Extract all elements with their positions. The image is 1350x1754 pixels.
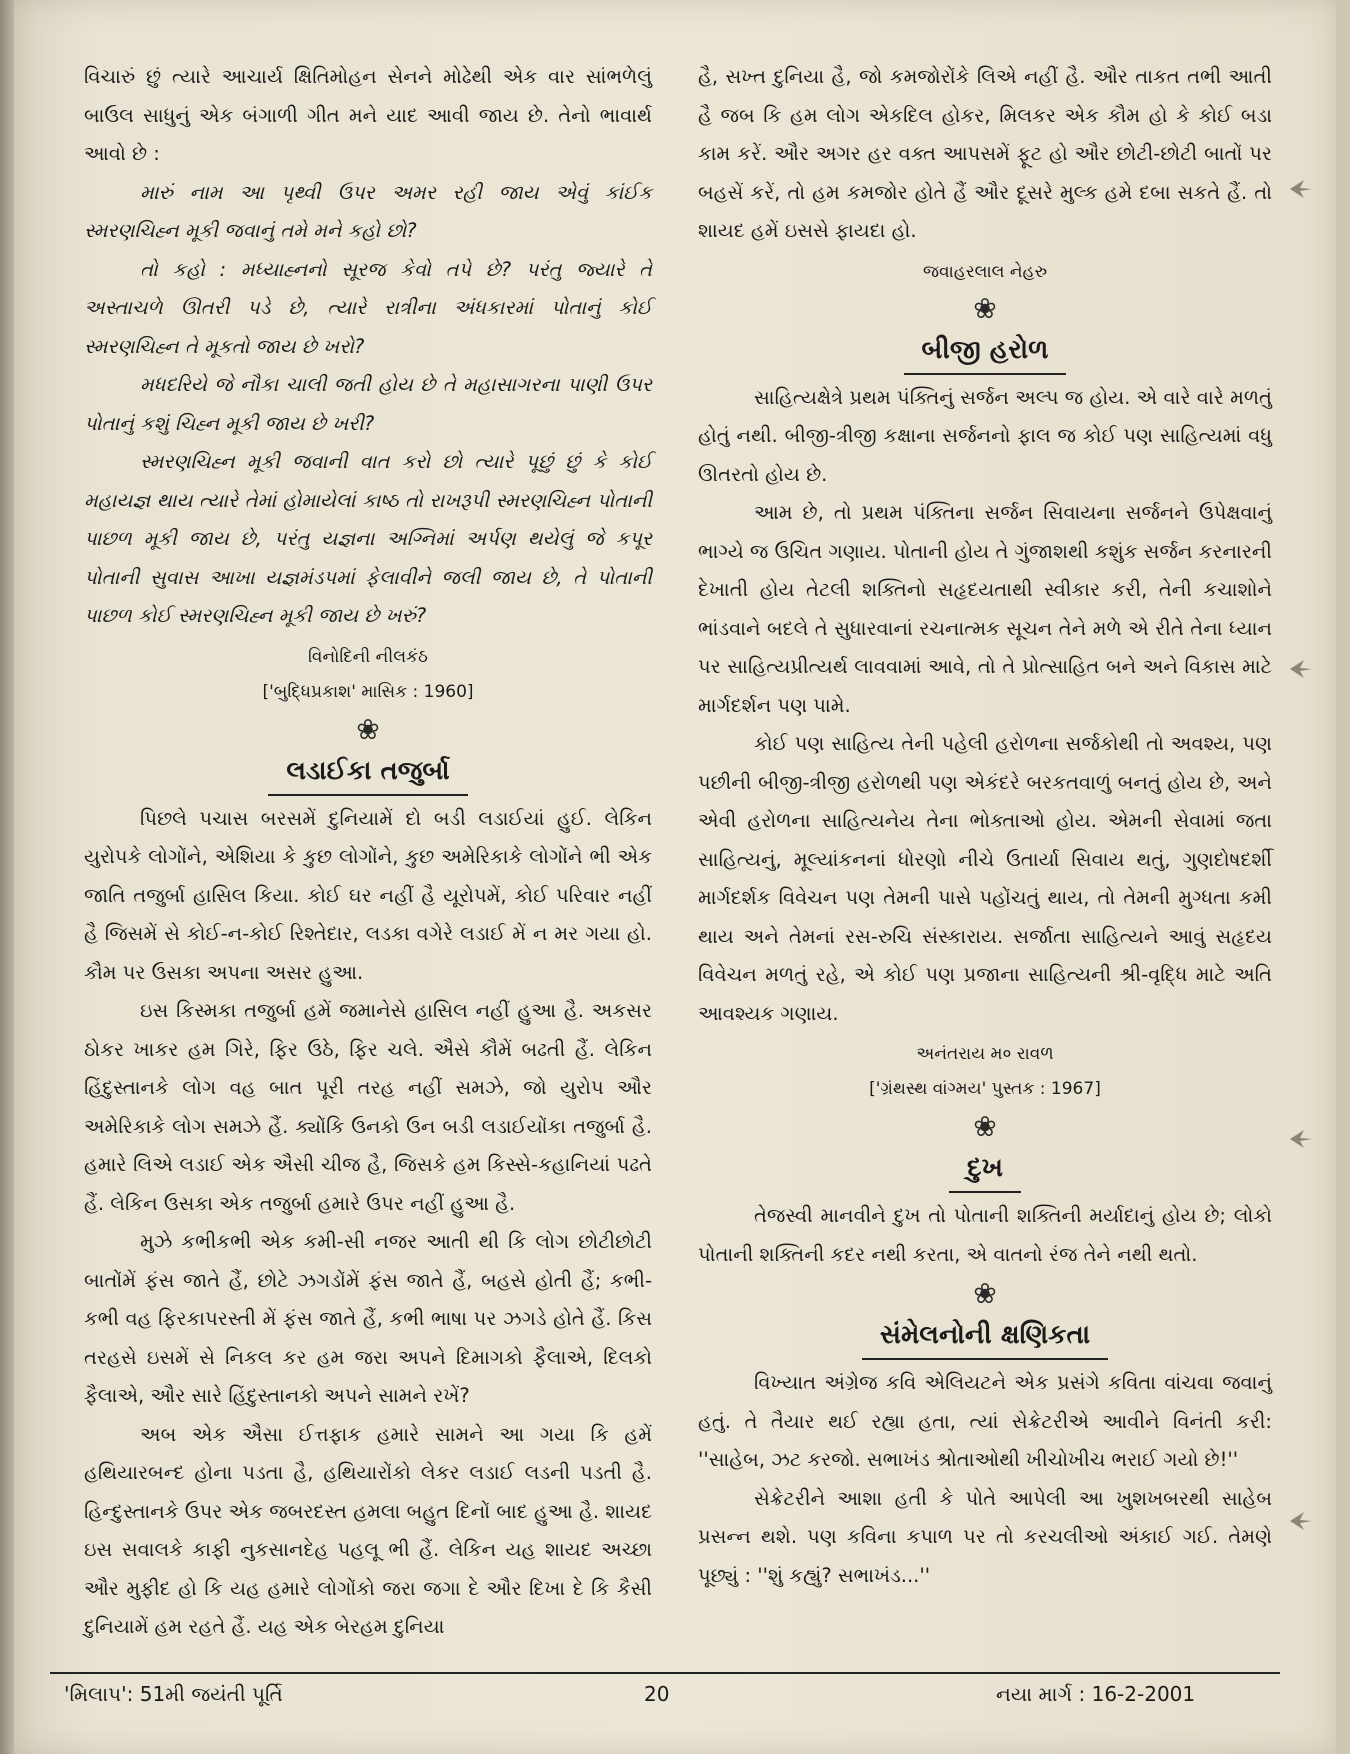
flower-ornament-icon: ❀ (356, 712, 380, 746)
ladai-paragraph-2: ઇસ કિસ્મકા તજુર્બા હમેં જમાનેસે હાસિલ નહીં હુઆ હૈ. અકસર ઠોકર ખાકર હમ ગિરે, ફિર ઉઠે, ફિર ચલે. ઐસે કૌમેં બઢતી હૈં. લેકિન હિંદુસ્તાનકે લોગ વહ બાત પૂરી તરહ નહીં સમઝે, જો યુરોપ ઔર અમેરિકાકે લોગ સમઝે હૈં. ક્યોંકિ ઉનકો ઉન બડી લડાઈયોંકા તજુર્બા હૈ. હમારે લિએ લડાઈ એક ઐસી ચીજ હૈ, જિસકે હમ કિસ્સે-કહાનિયાં પઢતે હૈં. લેકિન ઉસકા એક તજુર્બા હમારે ઉપર નહીં હુઆ હૈ. (84, 999, 652, 1215)
ladai-paragraph-3: મુઝે કભીકભી એક કમી-સી નજર આતી થી કિ લોગ છોટીછોટી બાતોંમેં ફંસ જાતે હૈં, છોટે ઝગડોંમેં ફંસ જાતે હૈં, બહસે હોતી હૈં; કભી-કભી વહ ફિરકાપરસ્તી મેં ફંસ જાતે હૈં, કભી ભાષા પર ઝગડે હોતે હૈં. કિસ તરહસે ઇસમેં સે નિકલ કર હમ જરા અપને દિમાગકો ફૈલાએ, દિલકો ફૈલાએ, ઔર સારે હિંદુસ્તાનકો અપને સામને રખેં? (84, 1230, 652, 1407)
poem-stanza-2: તો કહો : મધ્યાહ્નનો સૂરજ કેવો તપે છે? પરંતુ જ્યારે તે અસ્તાચળે ઊતરી પડે છે, ત્યારે રાત્રીના અંધકારમાં પોતાનું કોઈ સ્મરણચિહ્ન તે મૂકતો જાય છે ખરો? (84, 257, 652, 358)
page-spine-shadow (0, 0, 14, 1754)
footer-issue-date: નયા માર્ગ : 16-2-2001 (996, 1682, 1196, 1706)
ladai-paragraph-4: અબ એક ઐસા ઈત્તફાક હમારે સામને આ ગયા કિ હમેં હથિયારબન્દ હોના પડતા હૈ, હથિયારોંકો લેકર લડાઈ લડની પડતી હૈ. હિન્દુસ્તાનકે ઉપર એક જબરદસ્ત હમલા બહુત દિનોં બાદ હુઆ હૈ. શાયદ ઇસ સવાલકે કાફી નુકસાનદેહ પહલૂ ભી હૈં. લેકિન યહ શાયદ અચ્છા ઔર મુફીદ હો કિ યહ હમારે લોગોંકો જરા જગા દે ઔર દિખા દે કિ કૈસી દુનિયામેં હમ રહતે હૈં. યહ એક બેરહમ દુનિયા (84, 1422, 652, 1638)
heading-text: બીજી હરોળ (904, 329, 1067, 375)
dukh-paragraph: તેજસ્વી માનવીને દુખ તો પોતાની શક્તિની મર્યાદાનું હોય છે; લોકો પોતાની શક્તિની કદર નથી કરતા, એ વાતનો રંજ તેને નથી થતો. (698, 1204, 1272, 1266)
heading-text: લડાઈકા તજુર્બા (268, 750, 467, 796)
poem-stanza-4: સ્મરણચિહ્ન મૂકી જવાની વાત કરો છો ત્યારે પૂછું છું કે કોઈ મહાયજ્ઞ થાય ત્યારે તેમાં હોમાયેલાં કાષ્ઠ તો રાખરૂપી સ્મરણચિહ્ન પોતાની પાછળ મૂકી જાય છે, પરંતુ યજ્ઞના અગ્નિમાં અર્પણ થયેલું જે કપૂર પોતાની સુવાસ આખા યજ્ઞમંડપમાં ફેલાવીને જલી જાય છે, તે પોતાની પાછળ કોઈ સ્મરણચિહ્ન મૂકી જાય છે ખરું? (84, 450, 652, 627)
flower-ornament-icon: ❀ (973, 1110, 997, 1143)
intro-paragraph: વિચારું છું ત્યારે આચાર્ય ક્ષિતિમોહન સેનને મોઢેથી એક વાર સાંભળેલું બાઉલ સાધુનું એક બંગાળી ગીત મને યાદ આવી જાય છે. તેનો ભાવાર્થ આવો છે : (84, 65, 652, 165)
article-heading-sammelan (698, 1314, 1272, 1360)
left-column (84, 58, 652, 1647)
paper-tear-icon (1290, 1126, 1312, 1152)
harol-paragraph-3: કોઈ પણ સાહિત્ય તેની પહેલી હરોળના સર્જકોથી તો અવશ્ય, પણ પછીની બીજી-ત્રીજી હરોળથી પણ એકંદરે બરકતવાળું બનતું હોય છે, અને એવી હરોળના સાહિત્યનેય તેના ભોક્તાઓ હોય. એમની સેવામાં જતા સાહિત્યનું, મૂલ્યાંકનનાં ધોરણો નીચે ઉતાર્યા સિવાય થતું, ગુણદોષદર્શી માર્ગદર્શક વિવેચન પણ તેમની પાસે પહોંચતું થાય, તો તેમની મુગ્ધતા કમી થાય અને તેમનાં રસ-રુચિ સંસ્કારાય. સર્જાતા સાહિત્યને આવું સહૃદય વિવેચન મળતું રહે, એ કોઈ પણ પ્રજાના સાહિત્યની શ્રી-વૃદ્ધિ માટે અતિ આવશ્યક ગણાય. (698, 732, 1272, 1025)
harol-paragraph-2: આમ છે, તો પ્રથમ પંક્તિના સર્જન સિવાયના સર્જનને ઉપેક્ષવાનું ભાગ્યે જ ઉચિત ગણાય. પોતાની હોય તે ગુંજાશથી કશુંક સર્જન કરનારની દેખાતી હોય તેટલી શક્તિનો સહૃદયતાથી સ્વીકાર કરી, તેની કચાશોને ભાંડવાને બદલે તે સુધારવાનાં રચનાત્મક સૂચન તેને મળે એ રીતે તેના ધ્યાન પર સાહિત્યપ્રીત્યર્થ લાવવામાં આવે, તો તે પ્રોત્સાહિત બને અને વિકાસ માટે માર્ગદર્શન પણ પામે. (698, 501, 1272, 717)
paper-tear-icon (1290, 176, 1312, 202)
author-nehru: જવાહરલાલ નેહરુ (922, 261, 1048, 282)
harol-paragraph-1: સાહિત્યક્ષેત્રે પ્રથમ પંક્તિનું સર્જન અલ્પ જ હોય. એ વારે વારે મળતું હોતું નથી. બીજી-ત્રીજી કક્ષાના સર્જનનો ફાલ જ કોઈ પણ સાહિત્યમાં વધુ ઊતરતો હોય છે. (698, 385, 1272, 486)
paper-tear-icon (1290, 656, 1312, 682)
magazine-page (14, 0, 1336, 1754)
footer-divider (50, 1672, 1280, 1674)
poem-stanza-3: મધદરિયે જે નૌકા ચાલી જતી હોય છે તે મહાસાગરના પાણી ઉપર પોતાનું કશું ચિહ્ન મૂકી જાય છે ખરી? (84, 373, 652, 435)
sammelan-paragraph-2: સેક્રેટરીને આશા હતી કે પોતે આપેલી આ ખુશખબરથી સાહેબ પ્રસન્ન થશે. પણ કવિના કપાળ પર તો કરચલીઓ અંકાઈ ગઈ. તેમણે પૂછ્યું : ''શું કહ્યું? સભાખંડ...'' (698, 1486, 1272, 1587)
article-heading-ladai (84, 750, 652, 796)
flower-ornament-icon: ❀ (973, 1277, 997, 1310)
poem-stanza-1: મારું નામ આ પૃથ્વી ઉપર અમર રહી જાય એવું કાંઈક સ્મરણચિહ્ન મૂકી જવાનું તમે મને કહો છો? (84, 180, 652, 242)
continuation-paragraph: હૈ, સખ્ત દુનિયા હૈ, જો કમજોરોંકે લિએ નહીં હૈ. ઔર તાકત તભી આતી હૈ જબ કિ હમ લોગ એકદિલ હોકર, મિલકર એક કૌમ હો કે કોઈ બડા કામ કરેં. ઔર અગર હર વક્ત આપસમેં ફૂટ હો ઔર છોટી-છોટી બાતોં પર બહસેં કરેં, તો હમ કમજોર હોતે હૈં ઔર દૂસરે મુલ્ક હમે દબા સકતે હૈં. તો શાયદ હમેં ઇસસે ફાયદા હો. (698, 65, 1272, 242)
page-number: 20 (644, 1682, 670, 1706)
author-anantray: અનંતરાય મ० રાવળ (916, 1044, 1054, 1064)
article-heading-dukh (698, 1147, 1272, 1193)
paper-tear-icon (1290, 1508, 1312, 1534)
footer-publication: 'મિલાપ': 51મી જયંતી પૂર્તિ (64, 1682, 283, 1706)
author-vinodini: વિનોદિની નીલકંઠ (308, 646, 428, 667)
article-heading-biji-harol (698, 329, 1272, 375)
right-column (698, 58, 1272, 1595)
flower-ornament-icon: ❀ (973, 291, 997, 325)
sammelan-paragraph-1: વિખ્યાત અંગ્રેજ કવિ એલિયટને એક પ્રસંગે કવિતા વાંચવા જવાનું હતું. તે તૈયાર થઈ રહ્યા હતા, ત્યાં સેક્રેટરીએ આવીને વિનંતી કરી: ''સાહેબ, ઝટ કરજો. સભાખંડ શ્રોતાઓથી ખીચોખીચ ભરાઈ ગયો છે!'' (698, 1371, 1272, 1471)
ladai-paragraph-1: પિછલે પચાસ બરસમેં દુનિયામેં દો બડી લડાઈયાં હુઈ. લેકિન યુરોપકે લોગોંને, એશિયા કે કુછ લોગોંને, કુછ અમેરિકાકે લોગોંને ભી એક જાતિ તજુર્બા હાસિલ કિયા. કોઈ ઘર નહીં હૈ યૂરોપમેં, કોઈ પરિવાર નહીં હૈ જિસમેં સે કોઈ-ન-કોઈ રિશ્તેદાર, લડકા વગેરે લડાઈ મેં ન મર ગયા હો. કૌમ પર ઉસકા અપના અસર હુઆ. (84, 806, 652, 984)
heading-text: સંમેલનોની ક્ષણિકતા (862, 1314, 1108, 1360)
heading-text: દુખ (949, 1147, 1021, 1193)
source-buddhiprakash: ['બુદ્ધિપ્રકાશ' માસિક : 1960] (262, 681, 474, 702)
source-granthastha: ['ગ્રંથસ્થ વાંગ્મય' પુસ્તક : 1967] (869, 1079, 1101, 1099)
